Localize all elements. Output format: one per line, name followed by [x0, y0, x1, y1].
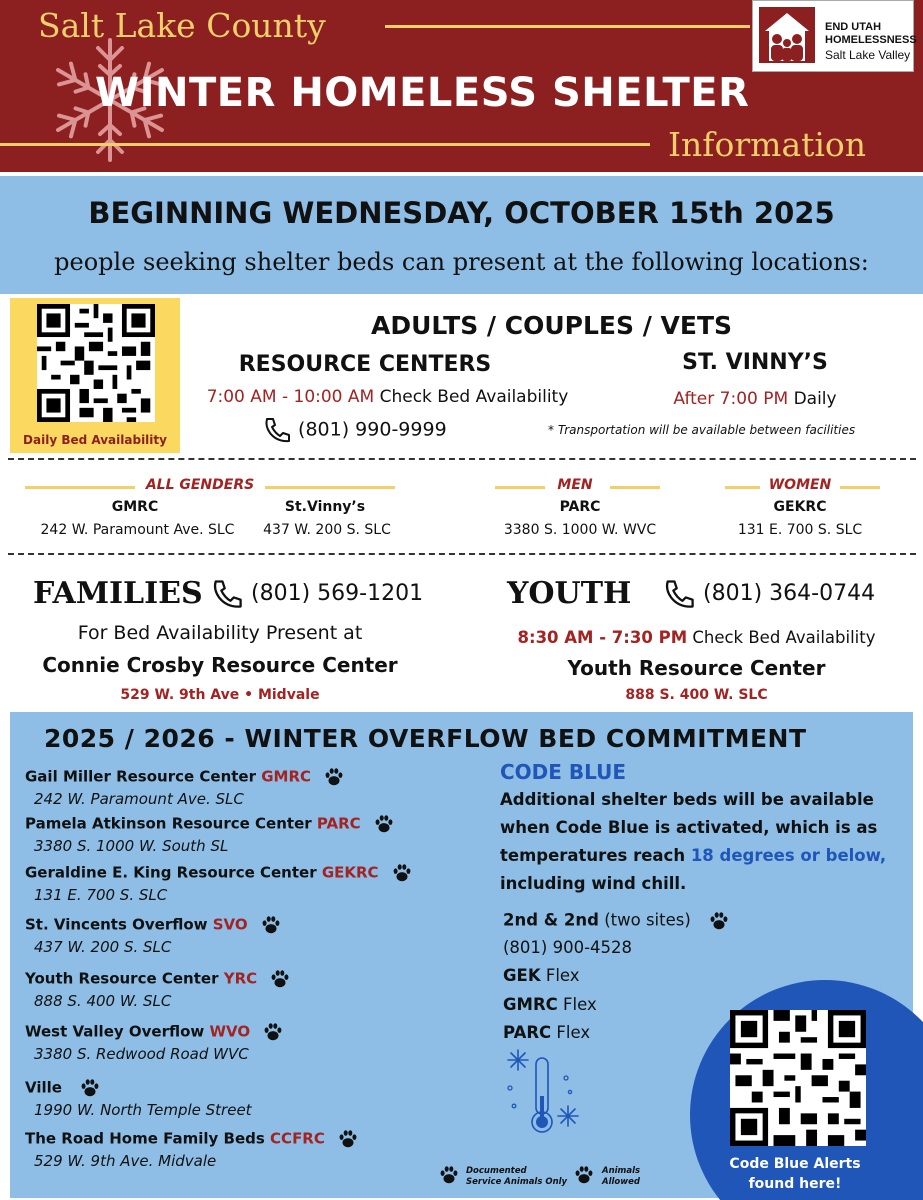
paw-icon [708, 910, 730, 932]
two-sites-name: 2nd & 2nd [503, 910, 599, 930]
resource-centers-phone-number[interactable]: (801) 990-9999 [298, 418, 447, 441]
code-blue-threshold: 18 degrees or below, [690, 846, 887, 865]
overflow-item-address: 3380 S. Redwood Road WVC [34, 1045, 249, 1063]
overflow-item-title: Geraldine E. King Resource Center [25, 863, 317, 882]
families-title: FAMILIES [33, 576, 203, 611]
paw-icon [337, 1128, 359, 1150]
code-blue-text-2: when Code Blue is activated, which is as [500, 818, 878, 837]
overflow-item-address: 1990 W. North Temple Street [34, 1101, 252, 1119]
code-blue-alerts-line-2: found here! [748, 1176, 842, 1192]
overflow-item-title: Gail Miller Resource Center [25, 767, 257, 786]
overflow-item-address: 131 E. 700 S. SLC [34, 886, 168, 904]
resource-centers-title: RESOURCE CENTERS [238, 352, 492, 377]
parc-address: 3380 S. 1000 W. WVC [503, 522, 657, 538]
code-blue-alerts-panel [690, 980, 923, 1200]
overflow-item-address: 437 W. 200 S. SLC [34, 938, 172, 956]
flex-gmrc-name: GMRC [503, 995, 558, 1014]
legend-animals-text [602, 1166, 640, 1188]
overflow-item-code: GEKRC [321, 863, 379, 882]
adults-heading: ADULTS / COUPLES / VETS [370, 311, 733, 340]
header-banner [0, 0, 923, 172]
paw-icon [391, 862, 413, 884]
resource-centers-hours-time: 7:00 AM - 10:00 AM [206, 387, 375, 407]
overflow-item-title: St. Vincents Overflow [25, 915, 208, 934]
page-subtitle: Information [668, 125, 867, 164]
overflow-item-address: 3380 S. 1000 W. South SL [34, 837, 229, 855]
house-people-icon [757, 5, 817, 65]
overflow-item-code: WVO [209, 1022, 251, 1041]
families-phone-number[interactable]: (801) 569-1201 [251, 581, 424, 606]
youth-address: 888 S. 400 W. SLC [625, 687, 768, 703]
divider [8, 553, 916, 555]
daily-bed-qr-code[interactable] [37, 304, 155, 422]
flex-gmrc [503, 995, 597, 1014]
legend-documented-line-1: Documented [466, 1166, 527, 1176]
flex-parc-name: PARC [503, 1023, 552, 1042]
overflow-item-title: Ville [25, 1078, 62, 1097]
overflow-item-name [25, 813, 395, 835]
page-title: WINTER HOMELESS SHELTER [95, 70, 750, 116]
gekrc-name: GEKRC [773, 499, 827, 515]
resource-centers-hours-text: Check Bed Availability [379, 387, 569, 407]
paw-icon [262, 1021, 284, 1043]
overflow-item-name [25, 766, 345, 788]
code-blue-text-3-a: temperatures reach [500, 846, 686, 865]
youth-hours-time: 8:30 AM - 7:30 PM [517, 628, 688, 647]
code-blue-text-3 [500, 846, 886, 865]
overflow-item-code: YRC [223, 969, 258, 988]
code-blue-text-1: Additional shelter beds will be available [500, 790, 874, 809]
youth-center-name: Youth Resource Center [567, 656, 826, 680]
men-label: MEN [557, 477, 593, 493]
two-sites-phone[interactable]: (801) 900-4528 [503, 938, 633, 957]
paw-icon [573, 1164, 595, 1186]
overflow-item-address: 888 S. 400 W. SLC [34, 992, 172, 1010]
flex-parc [503, 1023, 590, 1042]
st-vinny-hours [620, 389, 890, 409]
code-blue-title: CODE BLUE [500, 760, 627, 784]
phone-icon [210, 578, 244, 610]
paw-icon [323, 766, 345, 788]
legend-animals [573, 1164, 595, 1186]
overflow-item-code: SVO [212, 915, 248, 934]
overflow-item-address: 529 W. 9th Ave. Midvale [34, 1152, 217, 1170]
overflow-item-name [25, 1077, 101, 1099]
st-vinny-hours-time: After 7:00 PM [673, 389, 789, 409]
overflow-item-code: GMRC [261, 767, 312, 786]
start-date-band [0, 176, 923, 294]
flex-gek-name: GEK [503, 966, 541, 985]
st-vinny-hours-text: Daily [793, 389, 837, 409]
phone-icon [262, 416, 292, 444]
daily-bed-qr-label: Daily Bed Availability [23, 433, 167, 447]
overflow-item-title: Youth Resource Center [25, 969, 219, 988]
overflow-item-name [25, 1128, 359, 1150]
two-sites-note: (two sites) [604, 910, 691, 930]
phone-icon [662, 578, 696, 610]
resource-centers-hours [180, 387, 595, 407]
gmrc-address: 242 W. Paramount Ave. SLC [40, 522, 235, 538]
locations-tagline: people seeking shelter beds can present at the following locations: [54, 248, 869, 276]
flex-gek-suffix: Flex [545, 966, 580, 985]
youth-hours-text: Check Bed Availability [692, 628, 876, 647]
st-vinny-address: 437 W. 200 S. SLC [263, 522, 391, 538]
youth-hours [470, 628, 923, 647]
youth-phone[interactable] [662, 578, 875, 610]
paw-icon [438, 1164, 460, 1186]
start-date-heading: BEGINNING WEDNESDAY, OCTOBER 15th 2025 [88, 196, 835, 230]
legend-animals-line-1: Animals [602, 1166, 641, 1176]
end-utah-homelessness-logo [752, 0, 917, 72]
families-instruction: For Bed Availability Present at [77, 622, 363, 644]
flex-gek [503, 966, 580, 985]
youth-title: YOUTH [507, 576, 632, 611]
logo-line-3: Salt Lake Valley [825, 48, 911, 62]
daily-bed-qr-panel [10, 298, 180, 453]
flex-parc-suffix: Flex [556, 1023, 591, 1042]
flex-gmrc-suffix: Flex [563, 995, 597, 1014]
county-title: Salt Lake County [38, 6, 326, 45]
paw-icon [269, 968, 291, 990]
paw-icon [373, 813, 395, 835]
overflow-item-title: West Valley Overflow [25, 1022, 205, 1041]
all-genders-label: ALL GENDERS [145, 477, 255, 493]
families-phone[interactable] [210, 578, 423, 610]
code-blue-text-4: including wind chill. [500, 874, 687, 893]
overflow-item-name [25, 968, 291, 990]
code-blue-alerts-text[interactable] [690, 1154, 900, 1194]
legend-animals-line-2: Allowed [602, 1177, 640, 1187]
thermometer-snowflake-icon [500, 1048, 590, 1138]
divider [8, 458, 916, 460]
overflow-item-address: 242 W. Paramount Ave. SLC [34, 790, 244, 808]
legend-documented-line-2: Service Animals Only [466, 1177, 568, 1187]
families-center-name: Connie Crosby Resource Center [42, 653, 398, 677]
overflow-item-name [25, 1021, 284, 1043]
women-label: WOMEN [768, 477, 832, 493]
two-sites-entry [503, 910, 730, 932]
gekrc-address: 131 E. 700 S. SLC [737, 522, 863, 538]
youth-phone-number[interactable]: (801) 364-0744 [703, 581, 876, 606]
overflow-item-title: Pamela Atkinson Resource Center [25, 814, 312, 833]
resource-centers-phone[interactable] [262, 416, 447, 444]
logo-line-2: HOMELESSNESS [825, 34, 917, 46]
overflow-title: 2025 / 2026 - WINTER OVERFLOW BED COMMITMENT [44, 724, 807, 753]
overflow-item-code: PARC [316, 814, 361, 833]
legend-documented [438, 1164, 460, 1186]
families-address: 529 W. 9th Ave • Midvale [120, 687, 320, 703]
st-vinny-title: ST. VINNY’S [682, 350, 828, 375]
transport-note: * Transportation will be available between facilities [548, 423, 856, 437]
code-blue-alerts-line-1: Code Blue Alerts [729, 1156, 861, 1172]
gmrc-name: GMRC [111, 499, 159, 515]
overflow-item-name [25, 914, 282, 936]
overflow-item-name [25, 862, 413, 884]
logo-line-1: END UTAH [825, 21, 882, 33]
st-vinny-name: St.Vinny’s [284, 499, 366, 515]
overflow-item-title: The Road Home Family Beds [25, 1129, 265, 1148]
legend-documented-text [466, 1166, 567, 1188]
parc-name: PARC [559, 499, 601, 515]
code-blue-qr-code[interactable] [730, 1010, 866, 1146]
paw-icon [79, 1077, 101, 1099]
overflow-item-code: CCFRC [270, 1129, 325, 1148]
paw-icon [260, 914, 282, 936]
